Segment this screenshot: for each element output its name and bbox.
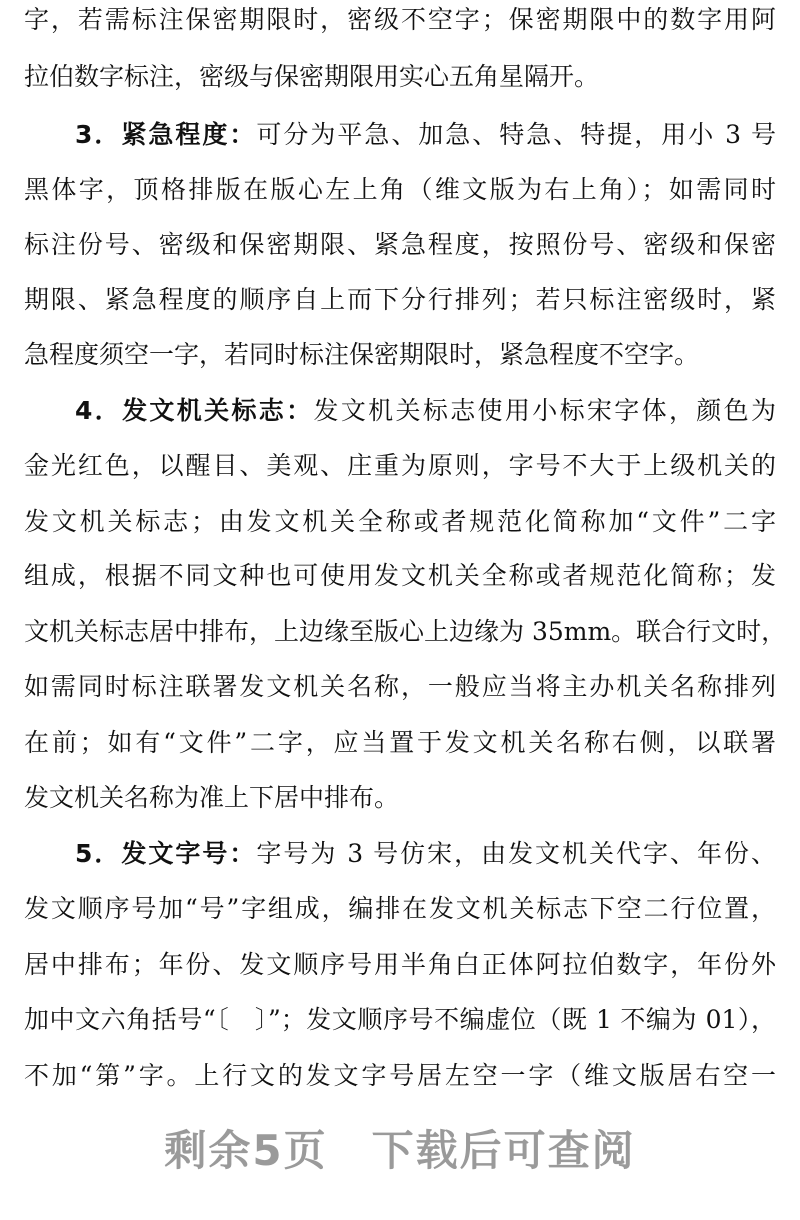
section-heading: 发文字号： <box>121 839 257 868</box>
download-to-view-label: 下载后可查阅 <box>371 1126 636 1175</box>
text-line: 黑体字，顶格排版在版心左上角（维文版为右上角）；如需同时 <box>24 175 776 204</box>
text-line: 在前；如有“文件”二字，应当置于发文机关名称右侧，以联署 <box>24 728 776 757</box>
text-line: 发文顺序号加“号”字组成，编排在发文机关标志下空二行位置， <box>24 894 776 923</box>
text-line: 组成，根据不同文种也可使用发文机关全称或者规范化简称；发 <box>24 561 776 590</box>
text-span: 可分为平急、加急、特急、特提，用小 3 号 <box>256 120 776 149</box>
section-4-first-line <box>75 393 776 429</box>
text-line: 发文机关标志；由发文机关全称或者规范化简称加“文件”二字 <box>24 507 776 536</box>
download-prompt[interactable] <box>0 1118 800 1178</box>
text-span: 字号为 3 号仿宋，由发文机关代字、年份、 <box>256 839 776 868</box>
text-span: 发文机关标志使用小标宋字体，颜色为 <box>313 396 776 425</box>
text-line: 金光红色，以醒目、美观、庄重为原则，字号不大于上级机关的 <box>24 451 776 480</box>
text-line: 文机关标志居中排布，上边缘至版心上边缘为 35mm。联合行文时， <box>24 617 787 646</box>
text-line: 不加“第”字。上行文的发文字号居左空一字（维文版居右空一 <box>24 1061 776 1090</box>
section-number: 5． <box>75 839 122 868</box>
section-5-first-line <box>75 836 776 872</box>
text-line: 期限、紧急程度的顺序自上而下分行排列；若只标注密级时，紧 <box>24 285 776 314</box>
text-line: 居中排布；年份、发文顺序号用半角白正体阿拉伯数字，年份外 <box>24 950 776 979</box>
section-heading: 紧急程度： <box>121 120 257 149</box>
text-line: 加中文六角括号“〔 〕”；发文顺序号不编虚位（既 1 不编为 01）， <box>24 1005 776 1034</box>
text-line: 拉伯数字标注，密级与保密期限用实心五角星隔开。 <box>24 62 600 91</box>
text-line: 如需同时标注联署发文机关名称，一般应当将主办机关名称排列 <box>24 672 776 701</box>
section-heading: 发文机关标志： <box>122 396 314 425</box>
remaining-pages-label: 剩余5页 <box>164 1126 328 1175</box>
section-number: 3． <box>75 120 122 149</box>
section-3-first-line <box>75 117 776 153</box>
text-line: 发文机关名称为准上下居中排布。 <box>24 783 400 812</box>
section-number: 4． <box>75 396 123 425</box>
text-line: 急程度须空一字，若同时标注保密期限时，紧急程度不空字。 <box>24 340 700 369</box>
text-line: 字，若需标注保密期限时，密级不空字；保密期限中的数字用阿 <box>24 5 776 34</box>
text-line: 标注份号、密级和保密期限、紧急程度，按照份号、密级和保密 <box>24 230 776 259</box>
